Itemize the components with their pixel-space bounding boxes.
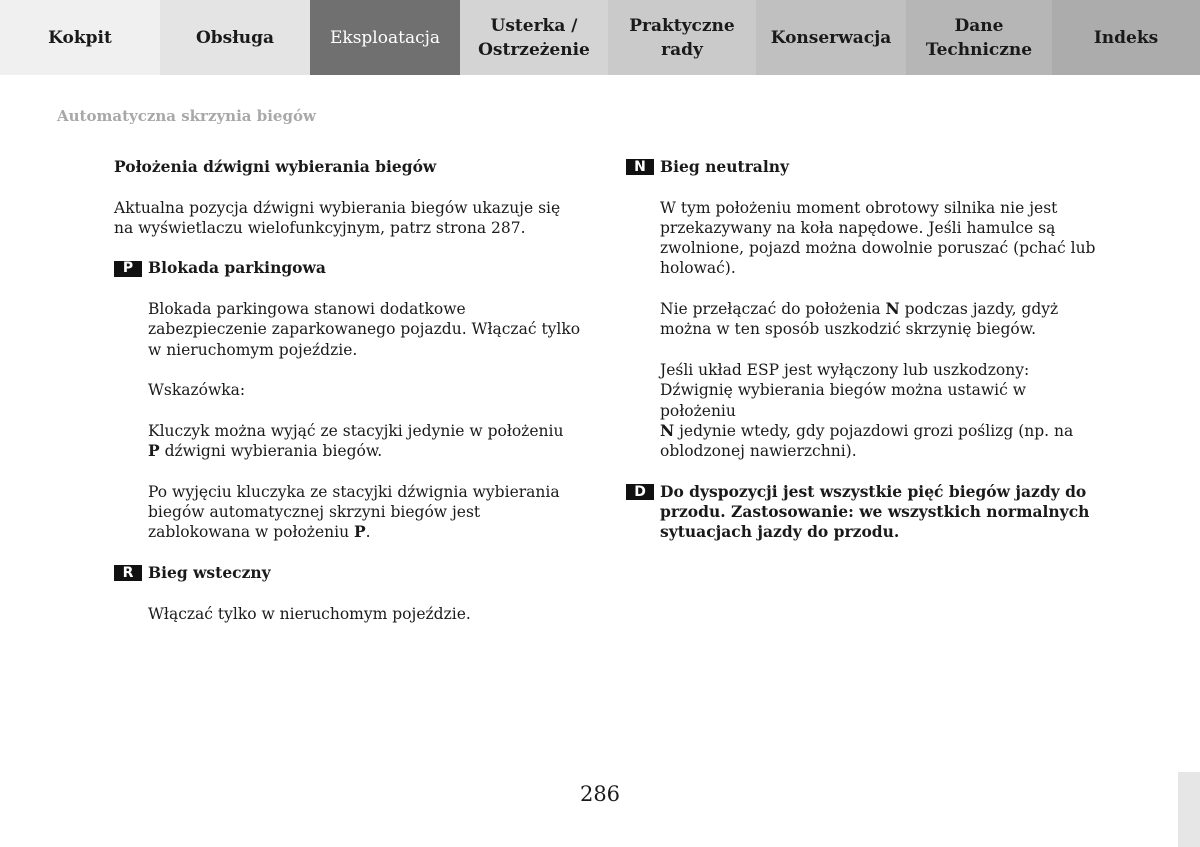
park-heading	[114, 258, 584, 278]
neutral-title: Bieg neutralny	[660, 157, 790, 176]
park-p3-text: Po wyjęciu kluczyka ze stacyjki dźwignia wybierania biegów automatycznej skrzyni biegów jest zablokowana w położeniu	[148, 482, 560, 542]
tab-label: Eksploatacja	[329, 27, 441, 48]
neutral-heading	[626, 157, 1096, 177]
gear-r-key-icon: R	[114, 565, 142, 581]
tab-obsluga[interactable]	[160, 0, 310, 75]
tab-label: Obsługa	[195, 27, 275, 48]
gear-n-key-icon: N	[626, 159, 654, 175]
park-note-label: Wskazówka:	[148, 381, 246, 400]
tab-dane-techniczne[interactable]	[906, 0, 1052, 75]
neutral-paragraph-3	[660, 360, 1096, 461]
neutral-p2-gear: N	[885, 299, 900, 319]
neutral-p3-line-2: Dźwignię wybierania biegów można ustawić w położeniu	[660, 381, 1026, 420]
tab-kokpit[interactable]	[0, 0, 160, 75]
neutral-p3-gear: N	[660, 420, 675, 440]
park-paragraph-2	[148, 421, 584, 462]
gear-d-key-icon: D	[626, 484, 654, 500]
park-p2-gear: P	[148, 441, 160, 461]
neutral-p2-text-end: podczas jazdy, gdyż można w ten sposób uszkodzić skrzynię biegów.	[660, 300, 1059, 339]
left-column	[114, 157, 584, 644]
park-p3-gear: P	[354, 522, 366, 542]
park-body	[114, 299, 584, 543]
reverse-heading	[114, 563, 584, 583]
drive-heading	[626, 482, 1096, 543]
tab-label: Dane Techniczne	[925, 15, 1033, 60]
park-title: Blokada parkingowa	[148, 258, 326, 278]
right-column	[626, 157, 1096, 543]
neutral-p3-line-1: Jeśli układ ESP jest wyłączony lub uszkodzony:	[660, 360, 1030, 379]
section-title: Automatyczna skrzynia biegów	[57, 107, 316, 125]
drive-text: Do dyspozycji jest wszystkie pięć biegów jazdy do przodu. Zastosowanie: we wszystkich normalnych sytuacjach jazdy do przodu.	[660, 481, 1090, 542]
page-edge-marker	[1178, 772, 1200, 847]
tab-konserwacja[interactable]	[756, 0, 906, 75]
park-p2-text: Kluczyk można wyjąć ze stacyjki jedynie w położeniu	[148, 421, 564, 440]
park-p2-text-end: dźwigni wybierania biegów.	[159, 442, 383, 461]
neutral-p3-text-end: jedynie wtedy, gdy pojazdowi grozi poślizg (np. na oblodzonej nawierzchni).	[660, 421, 1074, 461]
gear-p-key-icon: P	[114, 261, 142, 277]
park-paragraph-1: Blokada parkingowa stanowi dodatkowe zabezpieczenie zaparkowanego pojazdu. Włączać tylko w nieruchomym pojeździe.	[148, 300, 581, 359]
reverse-body	[114, 604, 584, 624]
tab-label: Konserwacja	[770, 27, 892, 48]
tab-eksploatacja[interactable]	[310, 0, 460, 75]
neutral-paragraph-2	[660, 299, 1096, 340]
park-p3-text-end: .	[365, 523, 371, 542]
tab-usterka-ostrzezenie[interactable]	[460, 0, 608, 75]
park-paragraph-3	[148, 482, 584, 543]
tab-praktyczne-rady[interactable]	[608, 0, 756, 75]
tab-label: Indeks	[1093, 27, 1159, 48]
reverse-paragraph-1: Włączać tylko w nieruchomym pojeździe.	[148, 604, 471, 623]
tab-indeks[interactable]	[1052, 0, 1200, 75]
tab-label: Kokpit	[48, 27, 112, 48]
positions-heading: Położenia dźwigni wybierania biegów	[114, 157, 437, 176]
page-number: 286	[579, 782, 621, 806]
positions-intro: Aktualna pozycja dźwigni wybierania biegów ukazuje się na wyświetlaczu wielofunkcyjnym, patrz strona 287.	[114, 198, 561, 237]
tab-label: Usterka / Ostrzeżenie	[478, 15, 590, 60]
neutral-body	[626, 198, 1096, 462]
neutral-paragraph-1: W tym położeniu moment obrotowy silnika nie jest przekazywany na koła napędowe. Jeśli hamulce są zwolnione, pojazd można dowolnie poruszać (pchać lub holować).	[660, 198, 1096, 278]
neutral-p2-text: Nie przełączać do położenia	[660, 300, 886, 319]
reverse-title: Bieg wsteczny	[148, 562, 271, 582]
chapter-tab-bar	[0, 0, 1200, 75]
tab-label: Praktyczne rady	[629, 15, 735, 60]
